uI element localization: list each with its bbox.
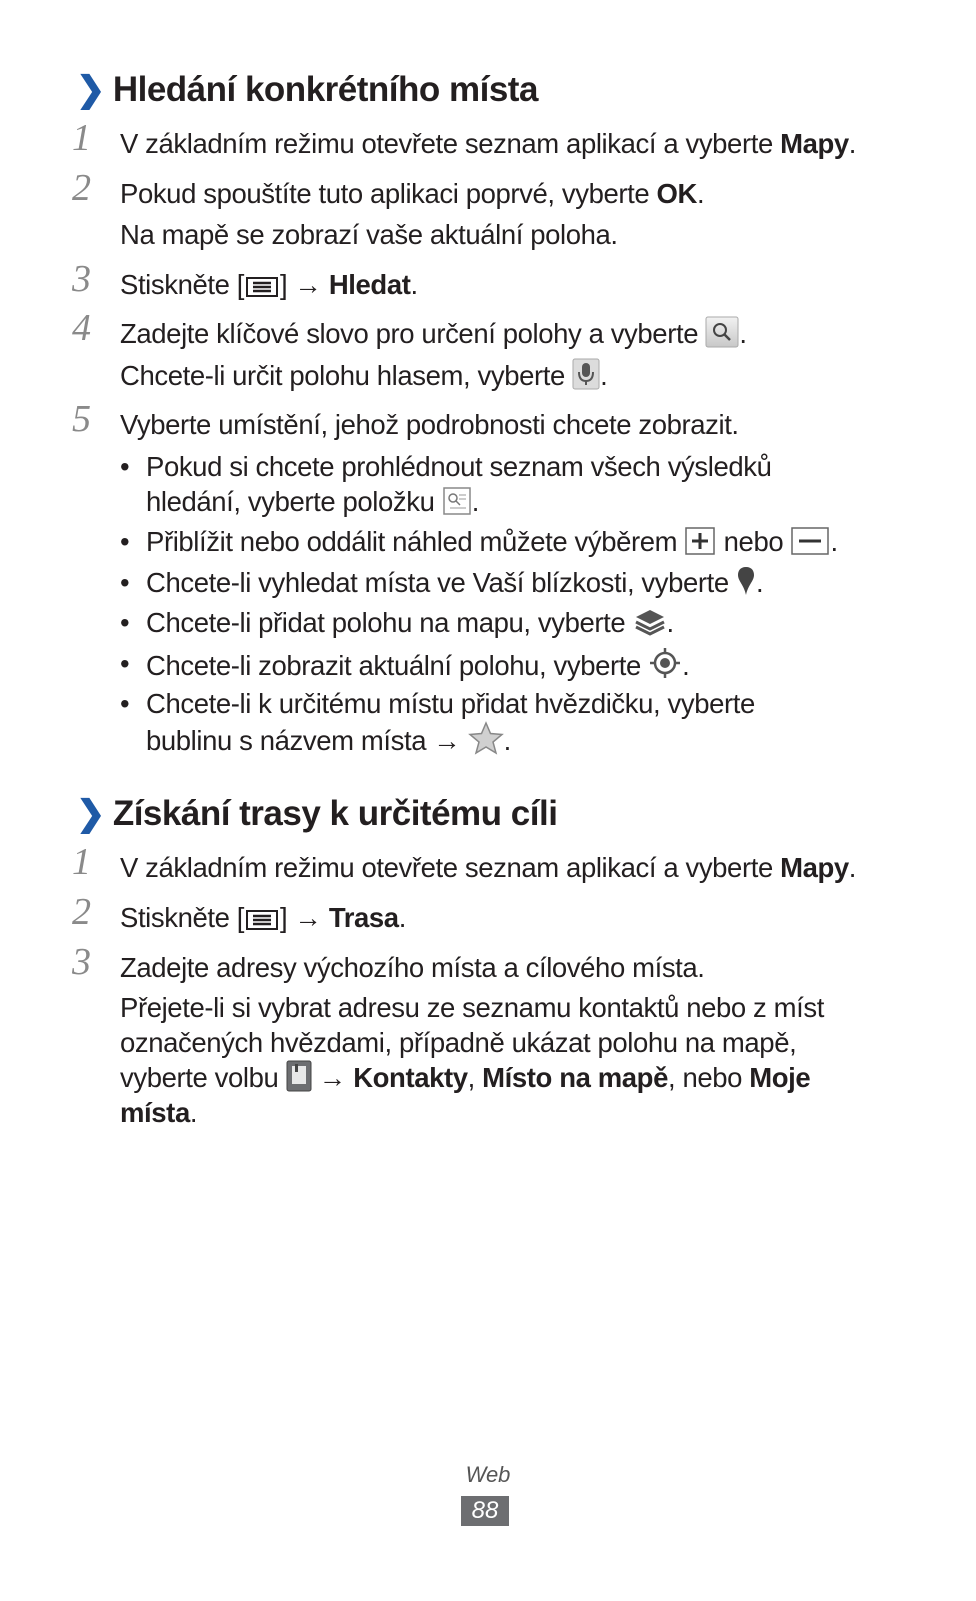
menu-icon bbox=[244, 908, 280, 932]
step-text bbox=[120, 267, 418, 302]
step-number: 3 bbox=[72, 941, 91, 983]
step-text-part: , bbox=[467, 1062, 483, 1093]
step-text-line5 bbox=[120, 1095, 197, 1130]
step-text-part: vyberte volbu bbox=[120, 1062, 286, 1093]
chevron-right-icon: ❯ bbox=[76, 70, 105, 109]
results-list-icon bbox=[442, 486, 472, 516]
bullet-dot: • bbox=[120, 567, 130, 598]
option-contacts-label: Kontakty bbox=[353, 1062, 468, 1093]
bullet-text-part: hledání, vyberte položku bbox=[146, 486, 442, 517]
bullet-dot: • bbox=[120, 607, 130, 638]
step-text bbox=[120, 126, 856, 161]
bullet-text bbox=[146, 605, 674, 640]
step-number: 2 bbox=[72, 891, 91, 933]
step-text bbox=[120, 850, 856, 885]
step-text-line1: Zadejte adresy výchozího místa a cílového místa. bbox=[120, 952, 705, 983]
step-bold-label: Mapy bbox=[780, 852, 849, 883]
step-bold-label: Hledat bbox=[328, 269, 411, 300]
section-title-text: Získání trasy k určitému cíli bbox=[112, 794, 558, 833]
option-my-places-label-cont: místa bbox=[120, 1097, 190, 1128]
bullet-dot: • bbox=[120, 688, 130, 719]
section-title-route bbox=[76, 794, 557, 834]
option-my-places-label: Moje bbox=[749, 1062, 811, 1093]
step-text-part: Chcete-li určit polohu hlasem, vyberte bbox=[120, 360, 573, 391]
search-icon bbox=[705, 316, 739, 348]
bullet-dot: • bbox=[120, 526, 130, 557]
step-number: 1 bbox=[72, 841, 91, 883]
bullet-text-part: . bbox=[471, 486, 479, 517]
step-text-part: ] → bbox=[280, 269, 329, 300]
bullet-text bbox=[146, 646, 689, 683]
section-title-search-place bbox=[76, 70, 538, 110]
step-text-line3: označených hvězdami, případně ukázat polohu na mapě, bbox=[120, 1027, 797, 1058]
bullet-text-line1: Chcete-li k určitému místu přidat hvězdičku, vyberte bbox=[146, 688, 755, 719]
contacts-book-icon bbox=[286, 1060, 312, 1092]
bullet-text-line2 bbox=[146, 484, 479, 519]
bullet-text-part: Chcete-li přidat polohu na mapu, vyberte bbox=[146, 607, 633, 638]
step-text-line2: Přejete-li si vybrat adresu ze seznamu kontaktů nebo z míst bbox=[120, 992, 824, 1023]
step-number: 2 bbox=[72, 167, 91, 209]
step-text-part: , nebo bbox=[667, 1062, 750, 1093]
step-text-part: . bbox=[398, 902, 406, 933]
step-text-part: Stiskněte [ bbox=[120, 902, 244, 933]
bullet-text-part: Chcete-li vyhledat místa ve Vaší blízkosti, vyberte bbox=[146, 567, 737, 598]
star-icon bbox=[468, 721, 504, 755]
bullet-dot: • bbox=[120, 648, 130, 679]
step-text-part: . bbox=[410, 269, 418, 300]
step-number: 5 bbox=[72, 398, 91, 440]
bullet-text-part: Přiblížit nebo oddálit náhled můžete výběrem bbox=[146, 526, 685, 557]
option-place-on-map-label: Místo na mapě bbox=[482, 1062, 668, 1093]
bullet-text-part: . bbox=[666, 607, 674, 638]
page-number-badge: 88 bbox=[461, 1496, 509, 1526]
step-text-part: ] → bbox=[280, 902, 329, 933]
bullet-text-part: . bbox=[682, 650, 690, 681]
bullet-dot: • bbox=[120, 451, 130, 482]
bullet-text-part: . bbox=[830, 526, 838, 557]
my-location-icon bbox=[648, 646, 682, 680]
minus-icon bbox=[790, 526, 830, 556]
step-text-part: → bbox=[311, 1062, 354, 1093]
step-bold-label: Trasa bbox=[328, 902, 399, 933]
step-text-line2: Na mapě se zobrazí vaše aktuální poloha. bbox=[120, 219, 618, 250]
step-bold-label: OK bbox=[656, 178, 697, 209]
layers-icon bbox=[633, 607, 667, 637]
map-pin-icon bbox=[736, 565, 756, 597]
bullet-text-line2 bbox=[146, 721, 511, 758]
step-number: 1 bbox=[72, 117, 91, 159]
step-text-part: . bbox=[848, 128, 857, 159]
section-title-text: Hledání konkrétního místa bbox=[112, 70, 538, 109]
step-bold-label: Mapy bbox=[780, 128, 849, 159]
step-text-part: V základním režimu otevřete seznam aplikací a vyberte bbox=[120, 852, 781, 883]
step-text-part: V základním režimu otevřete seznam aplikací a vyberte bbox=[120, 128, 781, 159]
menu-icon bbox=[244, 275, 280, 299]
step-text-part: . bbox=[739, 318, 747, 349]
step-text-part: Pokud spouštíte tuto aplikaci poprvé, vyberte bbox=[120, 178, 657, 209]
step-text-part: . bbox=[696, 178, 705, 209]
step-text-part: Zadejte klíčové slovo pro určení polohy a vyberte bbox=[120, 318, 706, 349]
footer-section-label: Web bbox=[465, 1462, 511, 1487]
step-text-part: . bbox=[600, 360, 608, 391]
bullet-text-part: bublinu s názvem místa → bbox=[146, 725, 468, 756]
bullet-text-part: Chcete-li zobrazit aktuální polohu, vyberte bbox=[146, 650, 649, 681]
step-text bbox=[120, 900, 406, 935]
step-text bbox=[120, 176, 704, 211]
step-text: Vyberte umístění, jehož podrobnosti chcete zobrazit. bbox=[120, 409, 739, 440]
step-text bbox=[120, 316, 747, 351]
bullet-text-part: nebo bbox=[716, 526, 791, 557]
step-number: 4 bbox=[72, 307, 91, 349]
step-text-part: Stiskněte [ bbox=[120, 269, 244, 300]
plus-icon bbox=[684, 526, 716, 556]
step-text-part: . bbox=[848, 852, 857, 883]
step-text-line4 bbox=[120, 1060, 810, 1095]
bullet-text-line1: Pokud si chcete prohlédnout seznam všech výsledků bbox=[146, 451, 772, 482]
step-text-line2 bbox=[120, 358, 607, 393]
step-number: 3 bbox=[72, 258, 91, 300]
chevron-right-icon: ❯ bbox=[76, 794, 105, 833]
step-text-part: . bbox=[189, 1097, 198, 1128]
bullet-text bbox=[146, 524, 838, 559]
bullet-text bbox=[146, 565, 763, 600]
microphone-icon bbox=[572, 358, 600, 390]
bullet-text-part: . bbox=[756, 567, 764, 598]
bullet-text-part: . bbox=[503, 725, 511, 756]
